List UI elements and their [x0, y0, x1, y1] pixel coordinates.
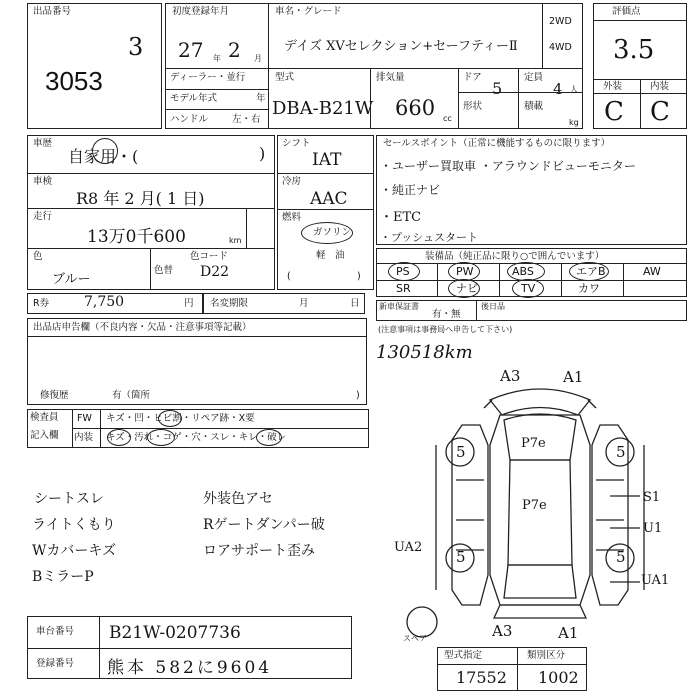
- circle-dent: [158, 410, 182, 427]
- circle-ps: [388, 262, 420, 281]
- equipment-label: 装備品（純正品に限り○で囲んでいます）: [425, 251, 605, 262]
- circle-scratch-int: [107, 429, 131, 446]
- name-change-label: 名変期限: [210, 298, 249, 309]
- spare-label: スペア: [403, 634, 427, 643]
- circle-airbag: [569, 262, 609, 281]
- drive-4wd: 4WD: [549, 42, 572, 53]
- shift-value: IAT: [312, 150, 342, 170]
- load-unit: kg: [569, 118, 579, 127]
- ac-label: 冷房: [282, 176, 302, 187]
- color-code-value: D22: [200, 264, 230, 280]
- name-value: デイズ XVセレクション+セーフティーⅡ: [284, 39, 518, 54]
- sales-point-3: ・ETC: [380, 210, 422, 225]
- inspector-label: 検査員: [30, 412, 59, 423]
- dealer-label: ディーラー・並行: [170, 72, 246, 83]
- mileage-value: 13万0千600: [87, 227, 186, 247]
- color-label: 色: [33, 251, 43, 262]
- first-reg-label: 初度登録年月: [172, 6, 230, 17]
- fuel-bracket-right: ): [357, 271, 361, 282]
- fw-label: FW: [77, 413, 92, 424]
- mark-body: P7e: [522, 498, 547, 513]
- color-code-label: 色コード: [190, 251, 229, 262]
- doors-value: 5: [492, 79, 503, 98]
- fuel-bracket-left: (: [287, 271, 291, 282]
- model-year-label: モデル年式: [170, 93, 218, 104]
- type-label: 型式: [275, 72, 295, 83]
- inspection-value: R8 年 2 月( 1 日): [76, 189, 205, 208]
- fuel-label: 燃料: [282, 212, 302, 223]
- reg-no-label: 登録番号: [36, 658, 75, 669]
- mark-rear-right: A1: [558, 624, 579, 642]
- drive-2wd: 2WD: [549, 16, 572, 27]
- mark-front-right: A1: [563, 368, 584, 386]
- category-value: 1002: [538, 668, 579, 687]
- mileage-label: 走行: [33, 211, 53, 222]
- name-label: 車名・グレード: [275, 6, 342, 17]
- fuel-circle: [301, 222, 353, 244]
- month-unit: 月: [254, 54, 262, 63]
- ac-value: AAC: [310, 189, 348, 209]
- fw-items: キズ・凹・ヒビ割・リペア跡・X要: [106, 413, 255, 424]
- note-left-1: シートスレ: [34, 491, 104, 507]
- color-value: ブルー: [52, 272, 91, 287]
- year-unit: 年: [213, 54, 221, 63]
- handle-options: 左・右: [232, 114, 261, 125]
- name-change-day: 日: [350, 298, 360, 309]
- model-designation-label: 型式指定: [444, 650, 483, 661]
- chassis-label: 車台番号: [36, 626, 75, 637]
- note-left-4: BミラーP: [32, 569, 94, 585]
- grade-label: 評価点: [612, 6, 641, 17]
- history-close: ): [259, 144, 266, 163]
- lot-number-hand: 3: [128, 33, 144, 61]
- capacity-label: 定員: [524, 72, 544, 83]
- note-right-2: Rゲートダンパー破: [203, 517, 325, 533]
- mark-lf-wheel: 5: [456, 443, 466, 461]
- sales-point-4: ・プッシュスタート: [380, 231, 479, 244]
- category-label: 類別区分: [527, 650, 566, 661]
- new-reg-label: 新車保証書: [379, 302, 419, 311]
- handle-label: ハンドル: [170, 114, 209, 125]
- sales-points-label: セールスポイント（正常に機能するものに限ります）: [383, 138, 611, 149]
- recycle-label: R券: [33, 298, 50, 309]
- equip-tv: TV: [521, 282, 536, 295]
- shift-label: シフト: [282, 138, 311, 149]
- mark-front-left: A3: [500, 367, 521, 385]
- model-designation-value: 17552: [456, 668, 507, 687]
- exterior-value: C: [604, 97, 624, 127]
- displacement-label: 排気量: [376, 72, 405, 83]
- circle-wear: [256, 429, 282, 446]
- fuel-diesel: 軽 油: [316, 250, 345, 261]
- repair-value: 有（箇所: [112, 390, 151, 401]
- circle-navi: [448, 279, 480, 298]
- chassis-value: B21W-0207736: [109, 623, 241, 643]
- circle-dirt: [147, 429, 175, 446]
- capacity-unit: 人: [570, 85, 578, 94]
- first-reg-month: 2: [228, 38, 241, 62]
- note-left-3: Wカバーキズ: [32, 543, 117, 559]
- mark-right-1: S1: [643, 490, 661, 505]
- grade-value: 3.5: [613, 35, 655, 65]
- equip-sr: SR: [396, 282, 411, 295]
- equip-airbag: エアB: [576, 265, 606, 278]
- displacement-unit: cc: [443, 114, 452, 123]
- interior-row-label: 内装: [74, 432, 94, 443]
- mileage-unit: km: [229, 236, 242, 245]
- repair-label: 修復歴: [40, 390, 69, 401]
- circle-tv: [512, 279, 544, 298]
- color-change-label: 色替: [154, 265, 174, 276]
- new-reg-box: [376, 300, 687, 321]
- equip-pw: PW: [456, 265, 474, 278]
- repair-bracket-right: ): [356, 390, 360, 401]
- mark-rr-wheel: 5: [616, 548, 626, 566]
- history-circle: [92, 138, 118, 164]
- note-right-1: 外装色アセ: [203, 491, 273, 507]
- model-year-unit: 年: [256, 93, 266, 104]
- mark-lr-wheel: 5: [456, 548, 466, 566]
- displacement-value: 660: [395, 96, 436, 120]
- mark-rf-wheel: 5: [616, 443, 626, 461]
- office-note: (注意事項は事務局へ申告して下さい): [378, 325, 513, 334]
- recycle-value: 7,750: [84, 294, 125, 310]
- mark-rear-left: A3: [492, 622, 513, 640]
- interior-value: C: [650, 97, 670, 127]
- equip-ps: PS: [396, 265, 410, 278]
- sales-point-1: ・ユーザー買取車 ・アラウンドビューモニター: [380, 159, 636, 173]
- new-reg-options: 有・無: [432, 309, 461, 320]
- lot-number: 3053: [45, 66, 103, 96]
- first-reg-year: 27: [178, 38, 204, 62]
- mark-right-2: U1: [643, 521, 663, 536]
- history-value: 自家用・(: [68, 147, 139, 166]
- inspection-label: 車検: [33, 176, 53, 187]
- reg-no-value: 熊本 582に9604: [107, 658, 273, 678]
- fuel-gasoline: ガソリン: [313, 227, 352, 238]
- type-value: DBA-B21W: [272, 98, 374, 119]
- yen-unit: 円: [184, 298, 194, 309]
- seller-report-label: 出品店申告欄（不良内容・欠品・注意事項等記載）: [33, 322, 252, 333]
- mark-left-side: UA2: [394, 540, 423, 555]
- equip-abs: ABS: [512, 265, 534, 278]
- history-box: [27, 135, 275, 290]
- doors-label: ドア: [463, 72, 482, 83]
- mark-right-3: UA1: [641, 573, 670, 588]
- sales-point-2: ・純正ナビ: [380, 183, 441, 197]
- note-right-3: ロアサポート歪み: [203, 543, 315, 559]
- capacity-value: 4: [553, 80, 563, 98]
- mark-roof: P7e: [521, 436, 546, 451]
- equip-leather: カワ: [578, 282, 600, 295]
- interior-items: キズ・汚れ・コゲ・穴・スレ・キレ・破レ: [106, 432, 287, 443]
- equip-aw: AW: [643, 265, 661, 278]
- history-label: 車歴: [33, 138, 53, 149]
- post-reg-label: 後日品: [481, 302, 505, 311]
- shape-label: 形状: [463, 101, 483, 112]
- exterior-label: 外装: [603, 81, 623, 92]
- interior-label: 内装: [650, 81, 670, 92]
- odometer-note: 130518km: [376, 342, 473, 363]
- inspector-sub: 記入欄: [30, 430, 59, 441]
- load-label: 積載: [524, 101, 544, 112]
- equip-navi: ナビ: [456, 282, 478, 295]
- note-left-2: ライトくもり: [32, 517, 116, 533]
- name-change-month: 月: [299, 298, 309, 309]
- lot-label: 出品番号: [33, 6, 72, 17]
